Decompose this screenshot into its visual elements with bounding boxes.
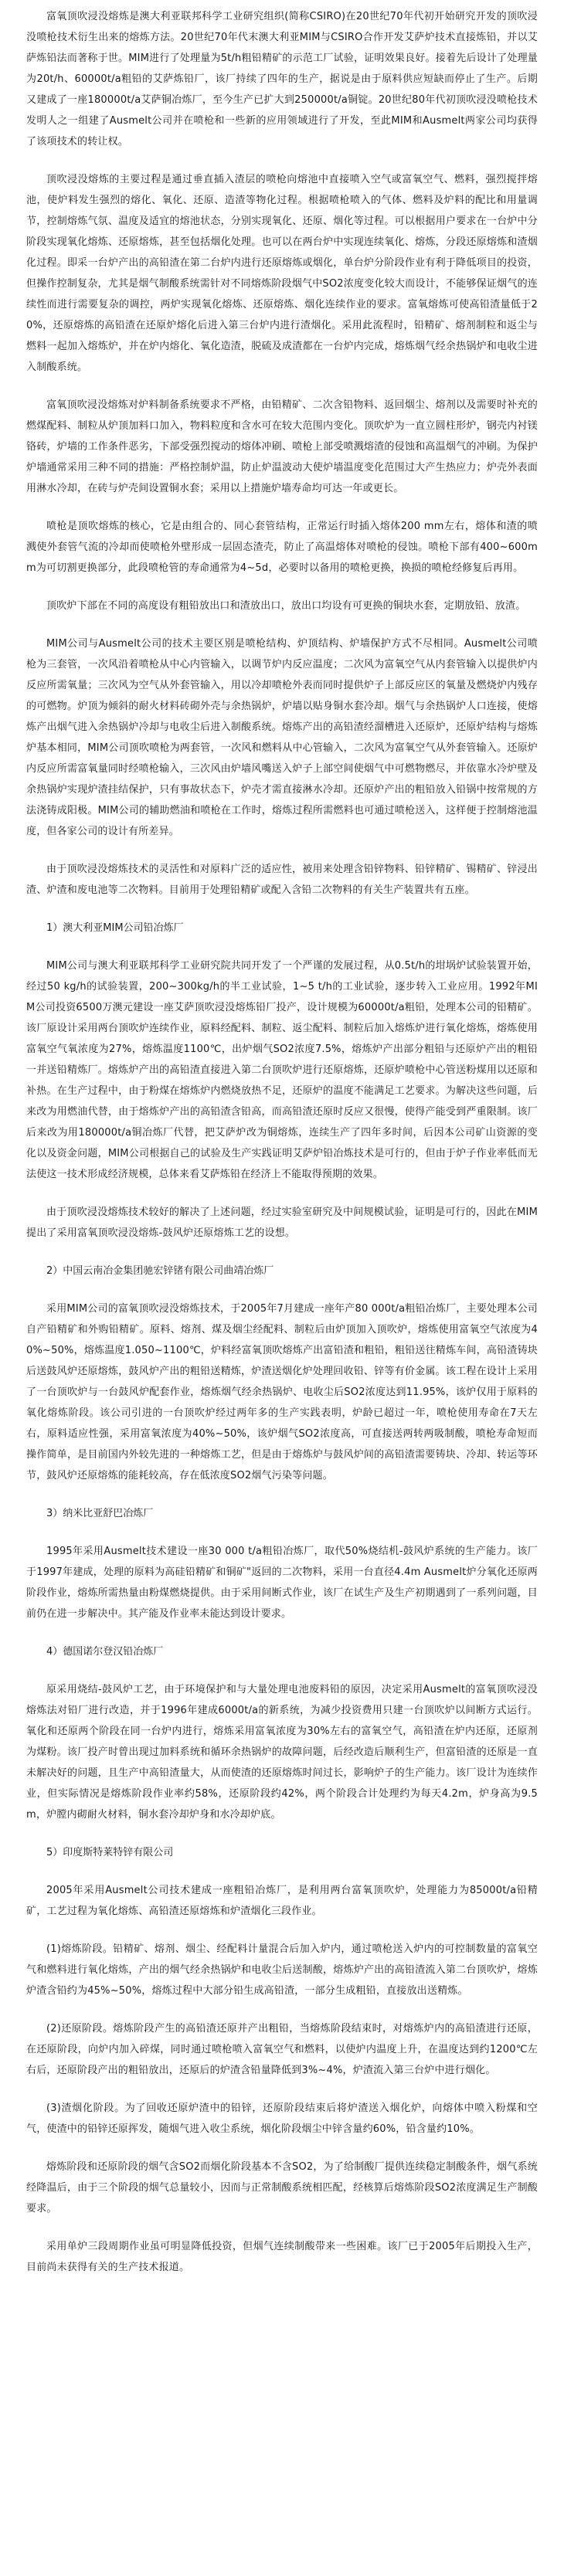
paragraph: 1995年采用Ausmelt技术建设一座30 000 t/a粗铅冶炼厂，取代50%烧结机-鼓风炉系统的生产能力。该厂于1997年建成，处理的原料为高硅铅精矿和铜矿"返回的二次物料，采用一台直径4.4m Ausmelt炉分氧化还原两阶段作业，熔炼所需热量由粉煤燃烧提供。由于采用间断式作业，该厂在试生产及生产初期遇到了一系列问题，目前仍在进一步解决中。其产能及作业率未能达到设计要求。 — [26, 1546, 538, 1620]
paragraph: 采用MIM公司的富氧顶吹浸没熔炼技术，于2005年7月建成一座年产80 000t/a粗铅冶炼厂，主要处理本公司自产铅精矿和外购铅精矿。原料、熔剂、煤及烟尘经配料、制粒后由炉顶加入顶吹炉，熔炼使用富氧空气浓度为40%~50%，熔炼温度1.050~1100℃，炉料经富氧顶吹熔炼产出富铅渣和粗铅，粗铅送往精炼车间，高铅渣铸块后送鼓风炉还原熔炼，鼓风炉产出的粗铅送精炼，炉渣送烟化炉处理回收铅、锌等有价金属。该工程在设计上采用了一台顶吹炉与一台鼓风炉配套作业，熔炼烟气经余热锅炉、电收尘后SO2浓度达到11.95%，该炉仅用于原料的氧化熔炼阶段。该公司引进的一台顶吹炉经过两年多的生产实践表明，炉龄已超过一年，喷枪使用寿命在7天左右，原料适应性强，采用富氧浓度为40%~50%，该炉烟气SO2浓度高，可直接送两转两吸制酸，喷枪寿命短而操作简单，是目前国内外较先进的一种熔炼工艺，但是由于熔炼炉与鼓风炉间的高铅渣需要铸块、冷却、转运等环节，鼓风炉还原熔炼的能耗较高，存在低浓度SO2烟气污染等问题。 — [26, 1303, 538, 1481]
paragraph: 顶吹浸没熔炼的主要过程是通过垂直插入渣层的喷枪向熔池中直接喷入空气或富氧空气、燃料，强烈搅拌熔池，使炉料发生强烈的熔化、氧化、还原、造渣等物化过程。根据喷枪喷入的气体、燃料及炉料的配比和用量调节，控制熔炼气氛、温度及适宜的熔池状态，分别实现氧化、还原、烟化等过程。可以根据用户要求在一台炉中分阶段实现氧化熔炼、还原熔炼，甚至包括烟化处理。也可以在两台炉中实现连续氧化、熔炼，分段还原熔炼和渣烟化过程。即采一台炉产出的高铅渣在第二台炉内进行还原熔炼或烟化，单台炉分阶段作业有利于降低项目的投资，但操作控制复杂，尤其是烟气制酸系统需针对不同熔炼阶段烟气中SO2浓度变化较大而设计，不能够保证烟气的连续性而进行需要复杂的调控，两炉实现氧化熔炼、还原熔炼、烟化连续作业的要求。富氧熔炼可使高铅渣量低于20%，还原熔炼的高铅渣在还原炉熔化后进入第三台炉内进行渣烟化。采用此流程时，铅精矿、熔剂制粒和返尘与燃料一起加入熔炼炉，并在炉内熔化、氧化造渣，脱硫及成渣都在一台炉内完成，熔炼烟气经余热锅炉和电收尘进入制酸系统。 — [26, 174, 538, 373]
paragraph: 采用单炉三段周期作业虽可明显降低投资，但烟气连续制酸带来一些困难。该厂已于2005年后期投入生产，目前尚未获得有关的生产技术报道。 — [26, 2241, 538, 2273]
paragraph: 由于顶吹浸没熔炼技术的灵活性和对原料广泛的适应性，被用来处理含铅锌物料、铅锌精矿、锡精矿、锌浸出渣、炉渣和废电池等二次物料。目前用于处理铅精矿或配入含铅二次物料的有关生产装置共有五座。 — [26, 864, 538, 896]
paragraph: MIM公司与Ausmelt公司的技术主要区别是喷枪结构、炉顶结构、炉墙保护方式不尽相同。Ausmelt公司喷枪为三套管，一次风沿着喷枪从中心内管输入，以调节炉内反应温度；二次风为富氧空气从内套管输入以提供炉内反应所需氧量；三次风为空气从外套管输入，用以冷却喷枪外表而同时提供炉子上部反应区的氧量及燃烧炉内残存的可燃物。炉顶为倾斜的耐火材料砖砌外壳与余热锅炉，炉墙以贴身铜水套冷却。烟气与余热锅炉人口连接，使熔炼产出烟气进入余热锅炉冷却与电收尘后进入制酸系统。熔炼产出的高铅渣经溜槽进入还原炉，还原炉结构与熔炼炉基本相同，MIM公司顶吹喷枪为两套管，一次风和燃料从中心管输入，二次风为富氧空气从外套管输入。还原炉内反应所需富氧量同时经喷枪输入，三次风由炉墙风嘴送入炉子上部空间使烟气中可燃物燃尽，并依靠水冷炉壁及余热锅炉实现炉渣挂结保护，只有事故状态下，炉壳才需直接淋水冷却。还原炉产出的粗铅放入铅锅中按常规的方法浇铸成阳极。MIM公司的辅助燃油和喷枪在工作时，熔炼过程所需燃料也可通过喷枪送入，这样便于控制熔池温度，但各家公司的设计有所差异。 — [26, 638, 538, 837]
section-heading: 4）德国诺尔登汉铅冶炼厂 — [46, 1646, 164, 1658]
section-heading: 1）澳大利亚MIM公司铅冶炼厂 — [46, 922, 184, 934]
paragraph: 2005年采用Ausmelt公司技术建成一座粗铅冶炼厂，是利用两台富氧顶吹炉，处理能力为85000t/a铅精矿，工艺过程为氧化熔炼、高铅渣还原熔炼和炉渣烟化三段作业。 — [26, 1885, 538, 1917]
paragraph: 富氧顶吹浸没熔炼对炉料制备系统要求不严格，由铅精矿、二次含铅物料、返回烟尘、熔剂以及需要时补充的燃煤配料、制粒从炉顶加料口加入，物料粒度和含水可在较大范围内变化。顶吹炉为一直立圆柱形炉，钢壳内衬镁铬砖，炉墙的工作条件恶劣，下部受强烈搅动的熔体冲刷、喷枪上部受喷溅熔渣的侵蚀和高温烟气的冲刷。为保护炉墙通常采用三种不同的措施：严格控制炉温，防止炉温波动大使炉墙温度变化范围过大产生热应力；炉壳外表面用淋水冷却，在砖与炉壳间设置铜水套；采用以上措施炉墙寿命均可达一年或更长。 — [26, 399, 538, 494]
paragraph: (3)渣烟化阶段。为了回收还原炉渣中的铅锌，还原阶段结束后将炉渣送入烟化炉，向熔体中喷入粉煤和空气，使渣中的铅锌还原挥发，随烟气进入收尘系统，烟化阶段烟尘中锌含量约60%，铅含量约10%。 — [26, 2103, 538, 2135]
section-heading: 3）纳米比亚舒巴冶炼厂 — [46, 1508, 154, 1519]
section-heading: 2）中国云南冶金集团驰宏锌锗有限公司曲靖冶炼厂 — [46, 1265, 274, 1277]
paragraph: MIM公司与澳大利亚联邦科学工业研究院共同开发了一个严谨的发展过程，从0.5t/h的坩埚炉试验装置开始，经过50 kg/h的试验装置，200~300kg/h的半工业试验，1~5 t/h的工业试验，逐步转入工业应用。1992年MIM公司投资6500万澳元建设一座艾萨顶吹浸没熔炼铅厂投产，设计规模为60000t/a粗铅，处理本公司的铅精矿。该厂原设计采用两台顶吹炉连续作业，原料经配料、制粒、返尘配料、制粒后加入熔炼炉进行氧化熔炼，熔炼使用富氧空气氧浓度为27%，熔炼温度1100℃，出炉烟气SO2浓度7.5%，熔炼炉产出部分粗铅与还原炉产出的粗铅一并送铅精炼厂。熔炼炉产出的高铅渣直接进入第二台顶吹炉进行还原熔炼，还原炉喷枪中心管送粉煤用以还原和补热。在生产过程中，由于粉煤在熔炼炉内燃烧放热不足，还原炉的温度不能满足工艺要求。为解决这些问题，后来改为用燃油代替，由于熔炼炉产出的高铅渣含铅高，而高铅渣还原时反应又很慢，使得产能受到严重限制。该厂后来改为用180000t/a铜冶炼厂代替，把艾萨炉改为铜熔炼，连续生产了四年多时间，后因本公司矿山资源的变化以及资金问题，MIM公司根据自己的试验及生产实践证明艾萨炉铅冶炼技术是可行的，但由于炉子作业率低而无法使这一技术形成经济规模，总体来看艾萨炼铅在经济上不能取得预期的效果。 — [26, 960, 538, 1180]
paragraph: (2)还原阶段。熔炼阶段产生的高铅渣还原并产出粗铅，当熔炼阶段结束时，对熔炼炉内的高铅渣进行还原，在还原阶段，向炉内加入碎煤，同时通过喷枪喷入富氧空气和燃料，以使炉内温度上升，在温度达到约1200℃左右后，还原阶段产出的粗铅放出，还原后的炉渣含铅量降低到3%~4%，炉渣流入第三台炉中进行烟化。 — [26, 2023, 538, 2076]
paragraph: 富氧顶吹浸没熔炼是澳大利亚联邦科学工业研究组织(简称CSIRO)在20世纪70年代初开始研究开发的顶吹浸没喷枪技术衍生出来的熔炼方法。20世纪70年代末澳大利亚MIM与CSIRO合作开发艾萨炉技术直接炼铅，并以艾萨炼铅法而著称于世。MIM进行了处理量为5t/h粗铅精矿的示范工厂试验，证明效果良好。接着先后设计了处理量为20t/h、60000t/a粗铅的艾萨炼铅厂，该厂持续了四年的生产，据说是由于原料供应短缺而停止了生产。后期又建成了一座180000t/a艾萨铜冶炼厂，至今生产已扩大到250000t/a铜锭。20世纪80年代初顶吹浸没喷枪技术发明人之一组建了Ausmelt公司并在喷枪和一些新的应用领域进行了开发，至此MIM和Ausmelt两家公司均获得了该项技术的转让权。 — [26, 11, 538, 148]
paragraph: 熔炼阶段和还原阶段的烟气含SO2而烟化阶段基本不含SO2，为了给制酸厂提供连续稳定制酸条件，烟气系统经降温后，由于三个阶段的烟气总量较小，因而与正常制酸系统相匹配，经核算后熔炼阶段SO2浓度满足生产制酸要求。 — [26, 2161, 538, 2215]
paragraph: 喷枪是顶吹熔炼的核心，它是由组合的、同心套管结构，正常运行时插入熔体200 mm左右，熔体和渣的喷溅使外套管气流的冷却而使喷枪外壁形成一层固态渣壳，防止了高温熔体对喷枪的侵蚀。喷枪下部有400~600mm为可切割更换部分，此段喷枪管的寿命通常为4~5d，必要时以备用的喷枪更换，换损的喷枪经修复后再用。 — [26, 521, 538, 574]
section-heading: 5）印度斯特莱特锌有限公司 — [46, 1847, 174, 1858]
paragraph: 顶吹炉下部在不同的高度设有粗铅放出口和渣放出口，放出口均设有可更换的铜块水套，定期放铅、放渣。 — [46, 600, 526, 612]
paragraph: 由于顶吹浸没熔炼技术较好的解决了上述问题，经过实验室研究及中间规模试验，证明是可行的，因此在MIM提出了采用富氧顶吹浸没熔炼-鼓风炉还原熔炼工艺的设想。 — [26, 1207, 538, 1239]
paragraph: (1)熔炼阶段。铅精矿、熔剂、烟尘、经配料计量混合后加入炉内，通过喷枪送入炉内的可控制数量的富氧空气和燃料进行氧化熔炼，产出的烟气经余热锅炉和电收尘后送制酸，熔炼炉产出的高铅渣流入第二台顶吹炉，熔炼炉渣含铅约为45%~50%，熔炼过程中大部分铅生成高铅渣，一部分生成粗铅，直接放出送精炼。 — [26, 1943, 538, 1997]
paragraph: 原采用烧结-鼓风炉工艺，由于环境保护和与大量处理电池废料铅的原因，决定采用Ausmelt的富氧顶吹浸没熔炼法对铅厂进行改造，并于1996年建成6000t/a的新系统，为减少投资费用只建一台顶吹炉以间断方式运行。氧化和还原两个阶段在同一台炉内进行，熔炼采用富氧浓度为30%左右的富氧空气，高铅渣在炉内还原，还原剂为煤粉。该厂投产时曾出现过加料系统和循环余热锅炉的故障问题，后经改造后顺利生产，但富铅渣的还原是一直未解决好的问题，且生产中高铅渣量大，从而使渣的还原熔炼时间过长，影响炉子的生产能力。该厂设计为连续作业，但实际情况是熔炼阶段作业率约58%，还原阶段约42%，两个阶段合计处理约为每天4.2m，炉身高为9.5m，炉膛内砌耐火材料，铜水套冷却炉身和水冷却炉底。 — [26, 1684, 538, 1821]
